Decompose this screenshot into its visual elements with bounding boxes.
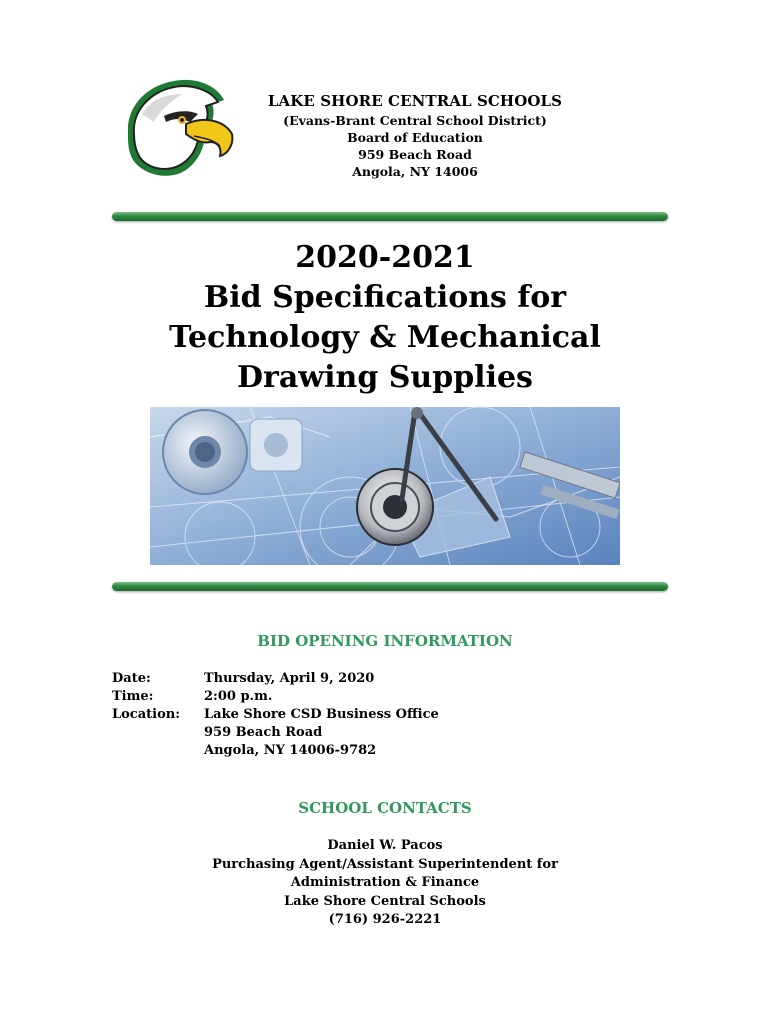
bottom-divider [112,582,668,591]
mechanical-drawing-illustration [150,407,620,565]
title-line-3: Technology & Mechanical [169,320,601,355]
title-line-4: Drawing Supplies [237,360,533,395]
info-label: Date: [112,671,151,686]
contact-name: Daniel W. Pacos [327,838,443,853]
city-state-zip: Angola, NY 14006 [352,164,478,179]
info-label [112,742,204,760]
info-row [112,688,439,706]
contact-organization: Lake Shore Central Schools [284,893,486,909]
info-value: Thursday, April 9, 2020 [204,671,375,686]
info-label: Location: [112,707,181,722]
document-title [120,238,650,398]
info-label [112,724,204,742]
street-address: 959 Beach Road [358,147,472,162]
title-line-2: Bid Specifications for [203,280,567,315]
district-name: (Evans-Brant Central School District) [283,113,547,128]
title-line-1: 2020-2021 [295,240,475,275]
info-row [112,670,439,688]
school-contact-block [0,837,770,930]
school-name: LAKE SHORE CENTRAL SCHOOLS [267,92,563,110]
contact-title-line-2: Administration & Finance [290,875,480,890]
contact-phone: (716) 926-2221 [328,912,442,927]
contact-title-line-1: Purchasing Agent/Assistant Superintendent for [212,856,558,872]
bid-opening-details [112,670,439,760]
info-row [112,706,439,724]
board-name: Board of Education [347,130,483,145]
info-value: Angola, NY 14006-9782 [204,743,377,758]
info-value: 2:00 p.m. [204,689,273,704]
top-divider [112,212,668,221]
info-value: Lake Shore CSD Business Office [204,707,439,722]
school-contacts-heading: SCHOOL CONTACTS [298,799,472,817]
info-row [112,742,439,760]
bid-opening-heading: BID OPENING INFORMATION [257,632,513,650]
info-label: Time: [112,689,154,704]
info-row [112,724,439,742]
school-header [190,90,640,180]
info-value: 959 Beach Road [204,725,323,740]
